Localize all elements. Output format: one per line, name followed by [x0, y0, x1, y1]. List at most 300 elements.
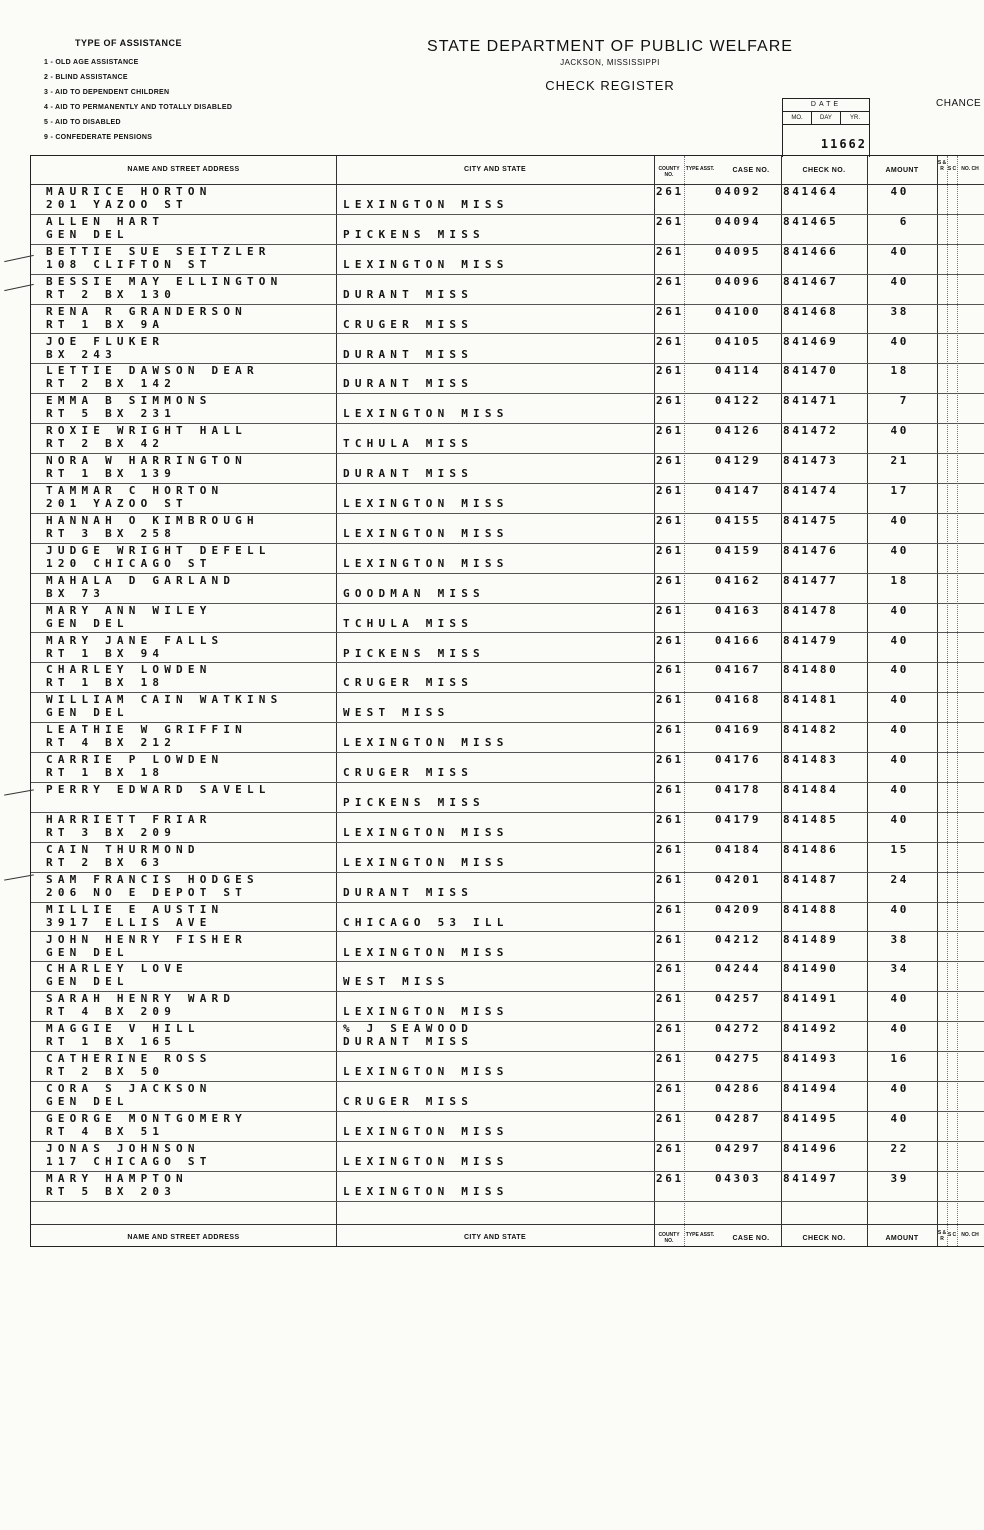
table-row — [31, 454, 984, 484]
date-month-label: MO. — [783, 112, 812, 124]
payee-street: GEN DEL — [46, 975, 129, 989]
amount: 22 — [890, 1141, 909, 1155]
county-code: 261 — [656, 1022, 684, 1036]
payee-street: 201 YAZOO ST — [46, 497, 188, 510]
case-number: 04286 — [715, 1082, 762, 1095]
payee-street: RT 1 BX 18 — [46, 676, 165, 690]
amount: 38 — [890, 304, 909, 318]
payee-name: MAHALA D GARLAND — [46, 573, 236, 587]
table-row — [31, 1082, 984, 1112]
payee-street: GEN DEL — [46, 1095, 129, 1108]
header-county: COUNTY NO. — [658, 166, 680, 178]
amount: 21 — [890, 454, 909, 468]
payee-city: DURANT MISS — [343, 347, 474, 361]
assistance-type-legend — [44, 55, 232, 145]
payee-city: LEXINGTON MISS — [343, 1005, 509, 1019]
legend-title: TYPE OF ASSISTANCE — [75, 38, 183, 48]
amount: 40 — [890, 603, 909, 617]
case-number: 04105 — [715, 334, 762, 348]
payee-name: NORA W HARRINGTON — [46, 454, 247, 468]
date-value: 11662 — [820, 137, 867, 151]
case-number: 04272 — [715, 1022, 762, 1036]
case-number: 04176 — [715, 753, 762, 767]
payee-street: RT 4 BX 212 — [46, 736, 177, 750]
payee-city: TCHULA MISS — [343, 437, 474, 451]
table-row — [31, 394, 984, 424]
header-sr: S & R — [937, 160, 947, 172]
table-row — [31, 364, 984, 394]
payee-city: LEXINGTON MISS — [343, 1065, 509, 1079]
payee-city: TCHULA MISS — [343, 616, 474, 630]
header-case: CASE NO. — [732, 167, 770, 174]
payee-street: GEN DEL — [46, 616, 129, 630]
payee-city: LEXINGTON MISS — [343, 556, 509, 570]
amount: 15 — [890, 842, 909, 856]
payee-street: 201 YAZOO ST — [46, 198, 188, 211]
payee-street: RT 2 BX 130 — [46, 287, 177, 301]
county-label: CHANCE — [936, 98, 982, 109]
check-number: 841483 — [783, 753, 839, 767]
case-number: 04155 — [715, 513, 762, 527]
amount: 38 — [890, 932, 909, 946]
amount: 34 — [890, 962, 909, 976]
payee-name: GEORGE MONTGOMERY — [46, 1111, 247, 1125]
amount: 40 — [890, 1022, 909, 1036]
date-year-label: YR. — [849, 115, 860, 121]
header-sc: S C — [947, 166, 957, 172]
check-number: 841484 — [783, 783, 839, 796]
case-number: 04178 — [715, 783, 762, 796]
table-row — [31, 693, 984, 723]
amount: 40 — [890, 633, 909, 647]
payee-street: 206 NO E DEPOT ST — [46, 885, 247, 899]
case-number: 04244 — [715, 962, 762, 976]
table-row — [31, 663, 984, 693]
footer-amount: AMOUNT — [885, 1235, 919, 1242]
payee-street: BX 73 — [46, 586, 106, 600]
payee-street: BX 243 — [46, 347, 117, 361]
table-row — [31, 544, 984, 574]
county-code: 261 — [656, 214, 684, 228]
check-number: 841477 — [783, 573, 839, 587]
payee-name: MARY HAMPTON — [46, 1171, 188, 1185]
payee-city: LEXINGTON MISS — [343, 407, 509, 421]
payee-name: HANNAH O KIMBROUGH — [46, 513, 259, 527]
payee-name: ALLEN HART — [46, 214, 165, 228]
payee-city: PICKENS MISS — [343, 796, 485, 809]
payee-city: PICKENS MISS — [343, 646, 485, 660]
department-title: STATE DEPARTMENT OF PUBLIC WELFARE — [427, 38, 793, 55]
check-number: 841486 — [783, 842, 839, 856]
county-code: 261 — [656, 424, 684, 438]
table-row — [31, 962, 984, 992]
payee-name: JONAS JOHNSON — [46, 1141, 200, 1155]
payee-care-of: % J SEAWOOD — [343, 1022, 474, 1036]
county-code: 261 — [656, 1111, 684, 1125]
payee-name: EMMA B SIMMONS — [46, 394, 212, 408]
payee-name: JOHN HENRY FISHER — [46, 932, 247, 946]
check-number: 841480 — [783, 663, 839, 677]
case-number: 04201 — [715, 872, 762, 886]
case-number: 04212 — [715, 932, 762, 946]
table-row — [31, 185, 984, 215]
payee-name: JUDGE WRIGHT DEFELL — [46, 543, 271, 557]
case-number: 04184 — [715, 842, 762, 856]
payee-name: CAIN THURMOND — [46, 842, 200, 856]
check-number: 841492 — [783, 1022, 839, 1036]
table-row — [31, 753, 984, 783]
payee-name: WILLIAM CAIN WATKINS — [46, 693, 283, 707]
amount: 40 — [890, 543, 909, 557]
amount: 7 — [899, 394, 909, 408]
county-code: 261 — [656, 1052, 684, 1066]
register-title: CHECK REGISTER — [545, 78, 675, 93]
date-box — [782, 98, 870, 157]
table-row — [31, 1022, 984, 1052]
check-register-table — [30, 155, 984, 1247]
table-row — [31, 1172, 984, 1202]
payee-name: MILLIE E AUSTIN — [46, 902, 224, 916]
footer-city: CITY AND STATE — [463, 1234, 527, 1241]
check-number: 841488 — [783, 902, 839, 916]
county-code: 261 — [656, 394, 684, 408]
case-number: 04163 — [715, 603, 762, 617]
county-code: 261 — [656, 932, 684, 946]
table-row — [31, 1142, 984, 1172]
table-row — [31, 873, 984, 903]
case-number: 04147 — [715, 484, 762, 497]
amount: 40 — [890, 783, 909, 796]
check-number: 841497 — [783, 1171, 839, 1185]
legend-item: 4 - AID TO PERMANENTLY AND TOTALLY DISABLED — [44, 104, 233, 111]
table-row — [31, 723, 984, 753]
check-number: 841490 — [783, 962, 839, 976]
county-code: 261 — [656, 783, 684, 796]
payee-city: WEST MISS — [343, 975, 450, 989]
county-code: 261 — [656, 962, 684, 976]
payee-street: GEN DEL — [46, 945, 129, 959]
county-code: 261 — [656, 723, 684, 737]
county-code: 261 — [656, 334, 684, 348]
payee-street: RT 4 BX 209 — [46, 1005, 177, 1019]
check-number: 841479 — [783, 633, 839, 647]
amount: 40 — [890, 513, 909, 527]
payee-city: LEXINGTON MISS — [343, 945, 509, 959]
case-number: 04092 — [715, 185, 762, 198]
payee-city: LEXINGTON MISS — [343, 736, 509, 750]
case-number: 04095 — [715, 244, 762, 258]
table-row — [31, 574, 984, 604]
case-number: 04168 — [715, 693, 762, 707]
header-city: CITY AND STATE — [463, 166, 527, 173]
case-number: 04122 — [715, 394, 762, 408]
payee-city: LEXINGTON MISS — [343, 526, 509, 540]
payee-street: GEN DEL — [46, 706, 129, 720]
check-number: 841481 — [783, 693, 839, 707]
check-number: 841487 — [783, 872, 839, 886]
table-row — [31, 604, 984, 634]
amount: 6 — [899, 214, 909, 228]
payee-street: RT 5 BX 231 — [46, 407, 177, 421]
legend-item: 5 - AID TO DISABLED — [44, 119, 121, 126]
case-number: 04094 — [715, 214, 762, 228]
payee-city: LEXINGTON MISS — [343, 1154, 509, 1168]
table-row — [31, 514, 984, 544]
payee-street: RT 5 BX 203 — [46, 1184, 177, 1198]
payee-city: GOODMAN MISS — [343, 586, 485, 600]
check-number: 841476 — [783, 543, 839, 557]
payee-street: RT 1 BX 139 — [46, 467, 177, 481]
check-number: 841493 — [783, 1052, 839, 1066]
case-number: 04209 — [715, 902, 762, 916]
county-code: 261 — [656, 872, 684, 886]
check-number: 841494 — [783, 1082, 839, 1095]
county-code: 261 — [656, 842, 684, 856]
amount: 40 — [890, 663, 909, 677]
payee-name: CHARLEY LOVE — [46, 962, 188, 976]
table-row — [31, 335, 984, 365]
check-number: 841473 — [783, 454, 839, 468]
table-row — [31, 813, 984, 843]
check-number: 841467 — [783, 274, 839, 288]
payee-city: DURANT MISS — [343, 1035, 474, 1049]
amount: 40 — [890, 812, 909, 826]
payee-name: CHARLEY LOWDEN — [46, 663, 212, 677]
county-code: 261 — [656, 663, 684, 677]
case-number: 04159 — [715, 543, 762, 557]
payee-name: MARY JANE FALLS — [46, 633, 224, 647]
check-number: 841472 — [783, 424, 839, 438]
amount: 24 — [890, 872, 909, 886]
amount: 39 — [890, 1171, 909, 1185]
payee-street: 120 CHICAGO ST — [46, 556, 212, 570]
footer-check: CHECK NO. — [802, 1235, 846, 1242]
payee-street: RT 1 BX 9A — [46, 317, 165, 331]
payee-city: DURANT MISS — [343, 377, 474, 391]
legend-item: 9 - CONFEDERATE PENSIONS — [44, 134, 153, 141]
amount: 40 — [890, 244, 909, 258]
payee-name: BETTIE SUE SEITZLER — [46, 244, 271, 258]
case-number: 04257 — [715, 992, 762, 1006]
header-type: TYPE ASST. — [685, 166, 715, 172]
payee-street: RT 3 BX 258 — [46, 526, 177, 540]
county-code: 261 — [656, 1171, 684, 1185]
county-code: 261 — [656, 484, 684, 497]
payee-name: TAMMAR C HORTON — [46, 484, 224, 497]
county-code: 261 — [656, 513, 684, 527]
check-number: 841470 — [783, 364, 839, 378]
table-row — [31, 843, 984, 873]
table-row — [31, 245, 984, 275]
payee-street: RT 2 BX 142 — [46, 377, 177, 391]
county-code: 261 — [656, 1082, 684, 1095]
payee-city: DURANT MISS — [343, 885, 474, 899]
payee-city: LEXINGTON MISS — [343, 855, 509, 869]
payee-street: 108 CLIFTON ST — [46, 257, 212, 271]
footer-name: NAME AND STREET ADDRESS — [127, 1234, 240, 1241]
check-number: 841485 — [783, 812, 839, 826]
amount: 40 — [890, 992, 909, 1006]
amount: 40 — [890, 185, 909, 198]
payee-street: RT 2 BX 63 — [46, 855, 165, 869]
payee-name: SAM FRANCIS HODGES — [46, 872, 259, 886]
table-row — [31, 424, 984, 454]
amount: 40 — [890, 1082, 909, 1095]
legend-item: 3 - AID TO DEPENDENT CHILDREN — [44, 89, 170, 96]
amount: 40 — [890, 424, 909, 438]
county-code: 261 — [656, 902, 684, 916]
county-code: 261 — [656, 992, 684, 1006]
payee-city: LEXINGTON MISS — [343, 1184, 509, 1198]
case-number: 04162 — [715, 573, 762, 587]
payee-city: DURANT MISS — [343, 287, 474, 301]
payee-city: LEXINGTON MISS — [343, 257, 509, 271]
payee-city: LEXINGTON MISS — [343, 825, 509, 839]
county-code: 261 — [656, 633, 684, 647]
payee-name: RENA R GRANDERSON — [46, 304, 247, 318]
case-number: 04287 — [715, 1111, 762, 1125]
check-number: 841495 — [783, 1111, 839, 1125]
payee-city: LEXINGTON MISS — [343, 198, 509, 211]
county-code: 261 — [656, 812, 684, 826]
payee-name: MARY ANN WILEY — [46, 603, 212, 617]
amount: 17 — [890, 484, 909, 497]
table-row — [31, 1112, 984, 1142]
table-row — [31, 992, 984, 1022]
amount: 40 — [890, 902, 909, 916]
table-row — [31, 275, 984, 305]
case-number: 04166 — [715, 633, 762, 647]
check-number: 841474 — [783, 484, 839, 497]
payee-city: CHICAGO 53 ILL — [343, 915, 509, 929]
amount: 16 — [890, 1052, 909, 1066]
payee-name: JOE FLUKER — [46, 334, 165, 348]
county-code: 261 — [656, 693, 684, 707]
case-number: 04167 — [715, 663, 762, 677]
county-code: 261 — [656, 1141, 684, 1155]
payee-name: BESSIE MAY ELLINGTON — [46, 274, 283, 288]
payee-street: RT 1 BX 94 — [46, 646, 165, 660]
legend-item: 1 - OLD AGE ASSISTANCE — [44, 59, 139, 66]
footer-sc: S C — [947, 1232, 957, 1238]
payee-name: MAGGIE V HILL — [46, 1022, 200, 1036]
payee-city: PICKENS MISS — [343, 227, 485, 241]
table-row — [31, 933, 984, 963]
check-number: 841482 — [783, 723, 839, 737]
check-number: 841496 — [783, 1141, 839, 1155]
payee-city: LEXINGTON MISS — [343, 497, 509, 510]
payee-name: PERRY EDWARD SAVELL — [46, 783, 271, 796]
payee-city: DURANT MISS — [343, 467, 474, 481]
amount: 40 — [890, 753, 909, 767]
payee-street: RT 4 BX 51 — [46, 1124, 165, 1138]
table-row — [31, 305, 984, 335]
payee-name: CARRIE P LOWDEN — [46, 753, 224, 767]
header-name: NAME AND STREET ADDRESS — [127, 166, 240, 173]
date-label: DATE — [783, 99, 869, 112]
county-code: 261 — [656, 603, 684, 617]
payee-name: LETTIE DAWSON DEAR — [46, 364, 259, 378]
payee-city: CRUGER MISS — [343, 676, 474, 690]
table-row — [31, 215, 984, 245]
payee-city: CRUGER MISS — [343, 1095, 474, 1108]
county-code: 261 — [656, 185, 684, 198]
case-number: 04129 — [715, 454, 762, 468]
payee-name: HARRIETT FRIAR — [46, 812, 212, 826]
header-no: NO. CH — [961, 166, 979, 172]
amount: 40 — [890, 334, 909, 348]
county-code: 261 — [656, 573, 684, 587]
payee-street: 117 CHICAGO ST — [46, 1154, 212, 1168]
footer-no: NO. CH — [961, 1232, 979, 1238]
payee-name: CATHERINE ROSS — [46, 1052, 212, 1066]
payee-street: RT 2 BX 50 — [46, 1065, 165, 1079]
county-code: 261 — [656, 753, 684, 767]
county-code: 261 — [656, 274, 684, 288]
case-number: 04297 — [715, 1141, 762, 1155]
payee-name: LEATHIE W GRIFFIN — [46, 723, 247, 737]
table-row — [31, 903, 984, 933]
county-code: 261 — [656, 304, 684, 318]
footer-county: COUNTY NO. — [658, 1232, 680, 1244]
county-code: 261 — [656, 364, 684, 378]
payee-city: CRUGER MISS — [343, 317, 474, 331]
case-number: 04100 — [715, 304, 762, 318]
payee-street: RT 2 BX 42 — [46, 437, 165, 451]
check-number: 841491 — [783, 992, 839, 1006]
check-number: 841466 — [783, 244, 839, 258]
check-number: 841478 — [783, 603, 839, 617]
check-number: 841464 — [783, 185, 839, 198]
case-number: 04303 — [715, 1171, 762, 1185]
payee-street: 3917 ELLIS AVE — [46, 915, 212, 929]
header-check: CHECK NO. — [802, 167, 846, 174]
amount: 40 — [890, 693, 909, 707]
department-city: JACKSON, MISSISSIPPI — [560, 58, 660, 67]
amount: 40 — [890, 723, 909, 737]
check-number: 841489 — [783, 932, 839, 946]
check-number: 841469 — [783, 334, 839, 348]
payee-name: ROXIE WRIGHT HALL — [46, 424, 247, 438]
payee-street: RT 1 BX 18 — [46, 766, 165, 780]
check-number: 841475 — [783, 513, 839, 527]
payee-street: GEN DEL — [46, 227, 129, 241]
legend-item: 2 - BLIND ASSISTANCE — [44, 74, 128, 81]
case-number: 04169 — [715, 723, 762, 737]
amount: 18 — [890, 573, 909, 587]
case-number: 04275 — [715, 1052, 762, 1066]
payee-city: LEXINGTON MISS — [343, 1124, 509, 1138]
table-row — [31, 634, 984, 664]
case-number: 04096 — [715, 274, 762, 288]
payee-city: CRUGER MISS — [343, 766, 474, 780]
amount: 40 — [890, 1111, 909, 1125]
header-amount: AMOUNT — [885, 167, 919, 174]
amount: 18 — [890, 364, 909, 378]
amount: 40 — [890, 274, 909, 288]
payee-name: MAURICE HORTON — [46, 185, 212, 198]
case-number: 04126 — [715, 424, 762, 438]
date-day-label: DAY — [812, 112, 841, 124]
county-code: 261 — [656, 244, 684, 258]
county-code: 261 — [656, 454, 684, 468]
payee-name: CORA S JACKSON — [46, 1082, 212, 1095]
table-row — [31, 783, 984, 813]
footer-case: CASE NO. — [732, 1235, 770, 1242]
payee-street: RT 1 BX 165 — [46, 1035, 177, 1049]
footer-sr: S & R — [937, 1230, 947, 1242]
footer-type: TYPE ASST. — [685, 1232, 715, 1238]
